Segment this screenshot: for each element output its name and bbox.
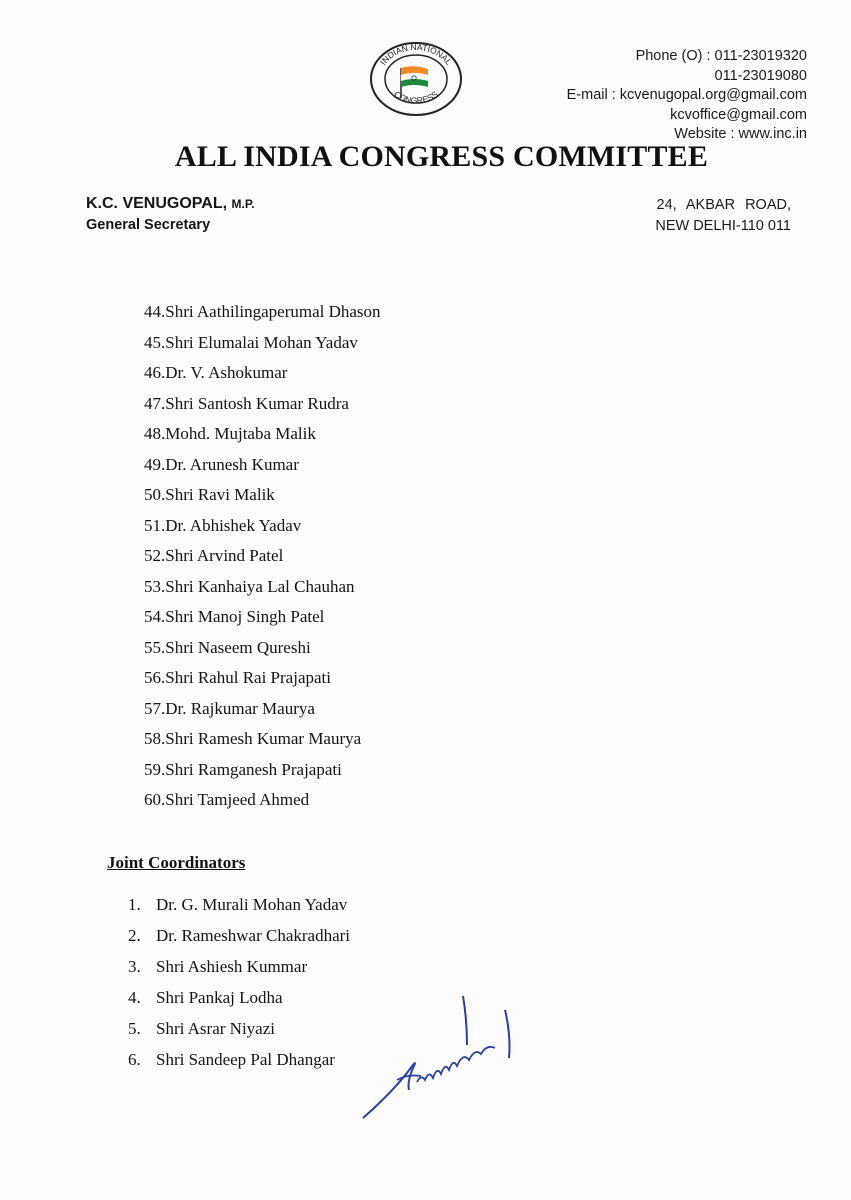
item-name: Shri Sandeep Pal Dhangar: [156, 1050, 335, 1069]
joint-coordinators-list: [128, 893, 350, 1079]
item-number: 1.: [128, 895, 141, 914]
list-item: 52.Shri Arvind Patel: [144, 546, 284, 565]
list-item: 57.Dr. Rajkumar Maurya: [144, 698, 315, 718]
joint-coordinators-heading: Joint Coordinators: [107, 853, 246, 872]
website-line: Website : www.inc.in: [674, 126, 807, 142]
item-name: Shri Pankaj Lodha: [156, 988, 283, 1007]
list-item: 59.Shri Ramganesh Prajapati: [144, 759, 342, 779]
list-item: 50.Shri Ravi Malik: [144, 485, 275, 504]
list-item: [128, 924, 350, 955]
sender-role: General Secretary: [86, 217, 211, 233]
item-number: 4.: [128, 988, 141, 1007]
list-item: 55.Shri Naseem Qureshi: [144, 637, 311, 657]
list-item: 47.Shri Santosh Kumar Rudra: [144, 393, 349, 413]
email-line-2: kcvoffice@gmail.com: [670, 106, 807, 123]
address-block: [655, 195, 791, 237]
handwritten-signature-icon: [355, 990, 525, 1125]
sender-suffix: M.P.: [231, 197, 255, 211]
list-item: 58.Shri Ramesh Kumar Maurya: [144, 729, 362, 748]
item-number: 2.: [128, 926, 141, 945]
item-number: 3.: [128, 957, 141, 976]
sender-block: [86, 193, 255, 236]
list-item: 56.Shri Rahul Rai Prajapati: [144, 668, 331, 687]
list-item: [128, 955, 350, 986]
list-item: 46.Dr. V. Ashokumar: [144, 363, 288, 382]
list-item: [128, 986, 350, 1017]
item-number: 6.: [128, 1050, 141, 1069]
list-item: 48.Mohd. Mujtaba Malik: [144, 424, 316, 443]
list-item: 54.Shri Manoj Singh Patel: [144, 607, 325, 626]
list-item: 51.Dr. Abhishek Yadav: [144, 515, 302, 535]
phone-line-2: 011-23019080: [714, 67, 807, 84]
list-item: [128, 893, 350, 924]
address-line-2: NEW DELHI-110 011: [655, 218, 791, 234]
phone-line-1: Phone (O) : 011-23019320: [635, 48, 807, 64]
item-name: Dr. Rameshwar Chakradhari: [156, 926, 351, 945]
item-name: Dr. G. Murali Mohan Yadav: [156, 895, 348, 914]
item-name: Shri Ashiesh Kummar: [156, 957, 308, 976]
inc-flag-logo-icon: [368, 40, 464, 118]
contact-block: [567, 47, 807, 145]
list-item: 53.Shri Kanhaiya Lal Chauhan: [144, 576, 355, 596]
list-item: [128, 1048, 350, 1079]
list-item: 60.Shri Tamjeed Ahmed: [144, 790, 310, 809]
svg-text:INDIAN NATIONAL: INDIAN NATIONAL: [377, 41, 454, 67]
sender-name: K.C. VENUGOPAL,: [86, 195, 228, 212]
svg-text:CONGRESS: CONGRESS: [392, 88, 440, 106]
letterhead-title: [0, 140, 851, 174]
address-line-1: 24, AKBAR ROAD,: [656, 197, 791, 213]
item-number: 5.: [128, 1019, 141, 1038]
item-name: Shri Asrar Niyazi: [156, 1019, 275, 1038]
list-item: 49.Dr. Arunesh Kumar: [144, 454, 299, 474]
members-list: [144, 300, 381, 819]
list-item: [128, 1017, 350, 1048]
list-item: 44.Shri Aathilingaperumal Dhason: [144, 302, 381, 321]
list-item: 45.Shri Elumalai Mohan Yadav: [144, 332, 358, 352]
letterhead-title-text: ALL INDIA CONGRESS COMMITTEE: [174, 140, 709, 173]
email-line-1: E-mail : kcvenugopal.org@gmail.com: [566, 87, 807, 103]
